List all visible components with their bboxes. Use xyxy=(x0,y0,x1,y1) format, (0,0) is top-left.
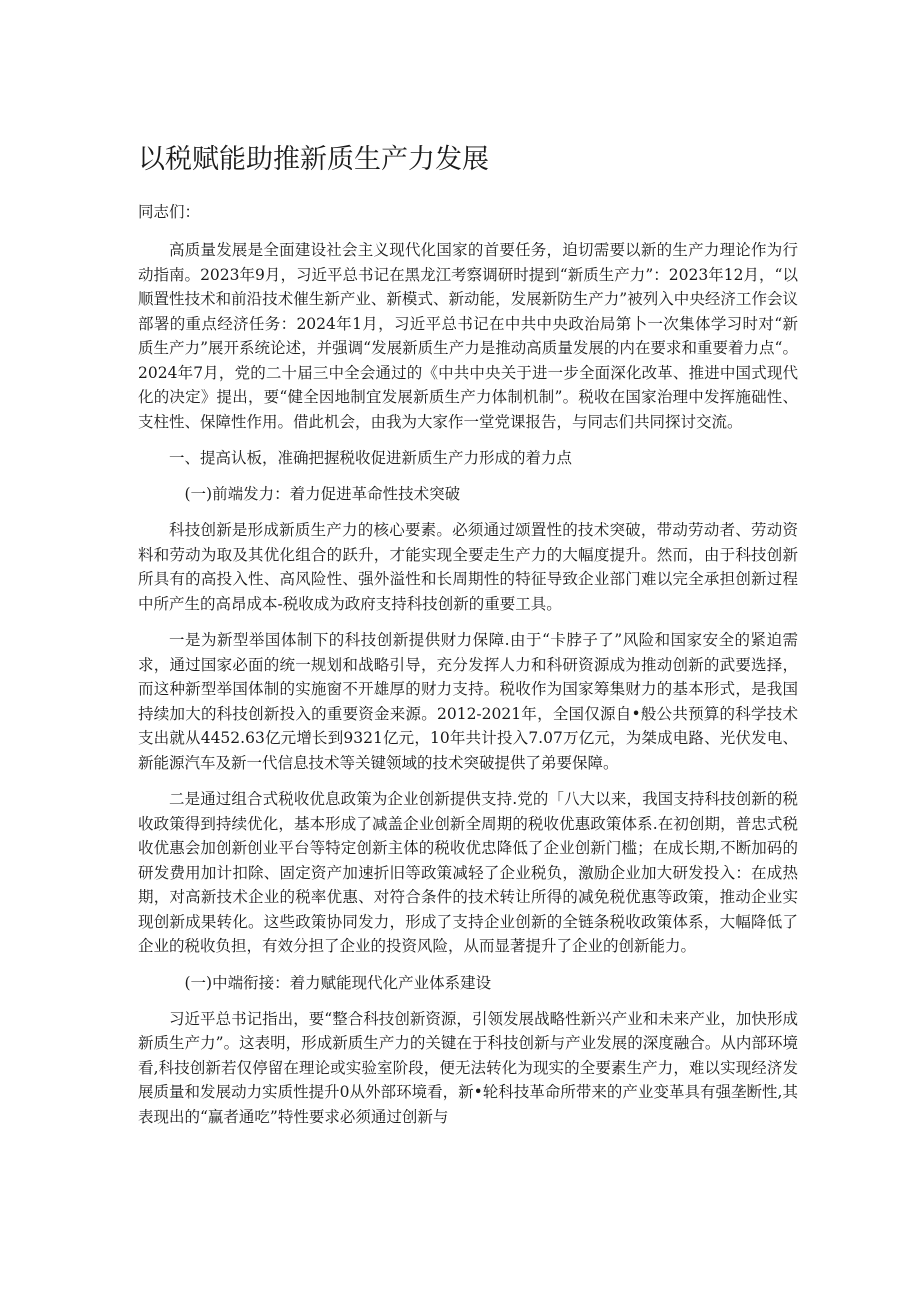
salutation: 同志们： xyxy=(138,203,201,221)
paragraph-industry: 习近平总书记指出，要“整合科技创新资源，引领发展战略性新兴产业和未来产业，加快形成新质生产力”。这表明，形成新质生产力的关键在于科技创新与产业发展的深度融合。从内部环境看,科技创新若仅停留在理论或实验室阶段，便无法转化为现实的全要素生产力，难以实现经济发展质量和发展动力实质性提升0从外部环境看，新•轮科技革命所带来的产业变革具有强垄断性,其表现出的“赢者通吃”特性要求必须通过创新与 xyxy=(138,1009,798,1126)
section-heading: 一、提高认板，准确把握税收促进新质生产力形成的着力点 xyxy=(169,449,573,467)
paragraph-innovation: 科技创新是形成新质生产力的核心要素。必须通过颂置性的技术突破，带动劳动者、劳动资料和劳动为取及其优化组合的跃升，才能实现全要走生产力的大幅度提升。然而，由于科技创新所具有的高投入性、高风险性、强外溢性和长周期性的特征导致企业部门难以完全承担创新过程中所产生的高昂成本-税收成为政府支持科技创新的重要工具。 xyxy=(138,521,798,613)
paragraph-point-two: 二是通过组合式税收优息政策为企业创新提供支持.党的「八大以来，我国支持科技创新的税收政策得到持续优化，基本形成了减盖企业创新全周期的税收优惠政策体系.在初创期，普忠式税收优惠会加创新创业平台等特定创新主体的税收优忠降低了企业创新门槛；在成长期,不断加码的研发费用加计扣除、固定资产加速折旧等政策减轻了企业税负，激励企业加大研发投入：在成热期，对高新技术企业的税率优惠、对符合条件的技术转让所得的减免税优惠等政策，推动企业实现创新成果转化。这些政策协同发力，形成了支持企业创新的全链条税收政策体系，大幅降低了企业的税收负担，有效分担了企业的投资风险，从而显著提升了企业的创新能力。 xyxy=(138,790,798,955)
paragraph-point-one: 一是为新型举国体制下的科技创新提供财力保障.由于“卡脖子了”风险和国家安全的紧迫需求，通过国家必面的统一规划和战略引导，充分发挥人力和科研资源成为推动创新的武要选择，而这种新型举国体制的实施窗不开雄厚的财力支持。税收作为国家筹集财力的基本形式，是我国持续加大的科技创新投入的重要资金来源。2012-2021年，全国仅源自•般公共预算的科学技术支出就从4452.63亿元增长到9321亿元，10年共计投入7.07万亿元，为桀成电路、光伏发电、新能源汽车及新一代信息技术等关键领域的技术突破提供了弟要保障。 xyxy=(138,631,798,772)
subheading-middle: (一)中端衔接：着力赋能现代化产业体系建设 xyxy=(184,973,492,992)
paragraph-intro: 高质量发展是全面建设社会主义现代化国家的首要任务，迫切需要以新的生产力理论作为行动指南。2023年9月，习近平总书记在黑龙江考察调研时提到“新质生产力”：2023年12月，“以顺置性技术和前沿技术催生新产业、新模式、新动能，发展新防生产力”被列入中央经济工作会议部署的重点经济任务：2024年1月，习近平总书记在中共中央政治局第卜一次集体学习时对“新质生产力”展开系统论述，并强调“发展新质生产力是推动高质量发展的内在要求和重要着力点“。2024年7月，党的二十届三中全会通过的《中共中央关于进一步全面深化改革、推进中国式现代化的决定》提出，要“健全因地制宜发展新质生产力体制机制”。税收在国家治理中发挥施础性、支柱性、保障性作用。借此机会，由我为大家作一堂党课报告，与同志们共同探讨交流。 xyxy=(138,241,798,431)
document-title: 以税赋能助推新质生产力发展 xyxy=(138,144,489,175)
subheading-front-end: (一)前端发力：着力促进革命性技术突破 xyxy=(184,485,461,503)
document-page xyxy=(138,140,798,1141)
